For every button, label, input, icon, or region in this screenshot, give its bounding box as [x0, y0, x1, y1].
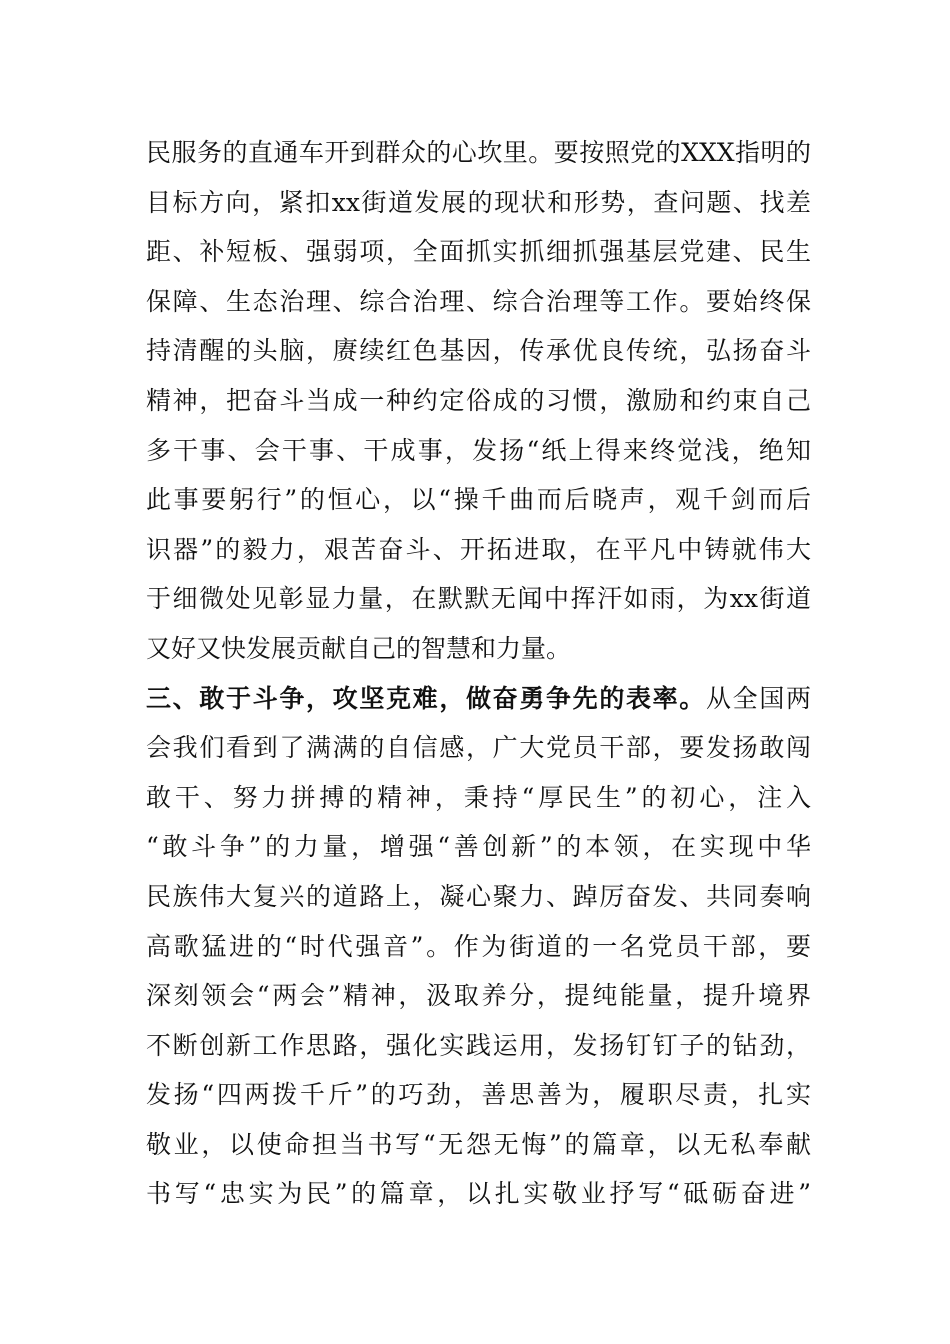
paragraph-line: “敢斗争”的力量，增强“善创新”的本领，在实现中华 [146, 832, 811, 862]
paragraph-line: 敬业，以使命担当书写“无怨无悔”的篇章，以无私奉献 [146, 1129, 811, 1159]
paragraph-line: 不断创新工作思路，强化实践运用，发扬钉钉子的钻劲， [146, 1030, 811, 1060]
paragraph-line: 精神，把奋斗当成一种约定俗成的习惯，激励和约束自己 [146, 385, 811, 415]
section-3-first-line-rest: 从全国两 [705, 683, 811, 713]
paragraph-line: 民服务的直通车开到群众的心坎里。要按照党的XXX指明的 [146, 138, 811, 167]
paragraph-line: 目标方向，紧扣xx街道发展的现状和形势，查问题、找差 [146, 187, 811, 217]
paragraph-line: 距、补短板、强弱项，全面抓实抓细抓强基层党建、民生 [146, 237, 811, 267]
paragraph-line: 高歌猛进的“时代强音”。作为街道的一名党员干部，要 [146, 931, 811, 961]
paragraph-line: 于细微处见彰显力量，在默默无闻中挥汗如雨，为xx街道 [146, 584, 811, 614]
paragraph-line: 识器”的毅力，艰苦奋斗、开拓进取，在平凡中铸就伟大 [146, 534, 811, 564]
section-3-first-line [146, 674, 811, 724]
paragraph-line: 此事要躬行”的恒心，以“操千曲而后晓声，观千剑而后 [146, 485, 811, 515]
paragraph-line: 深刻领会“两会”精神，汲取养分，提纯能量，提升境界 [146, 981, 811, 1011]
section-3-heading: 三、敢于斗争，攻坚克难，做奋勇争先的表率。 [146, 683, 706, 713]
paragraph-line: 多干事、会干事、干成事，发扬“纸上得来终觉浅，绝知 [146, 435, 811, 465]
paragraph-line: 持清醒的头脑，赓续红色基因，传承优良传统，弘扬奋斗 [146, 336, 811, 366]
document-body [146, 128, 811, 1219]
paragraph-line: 又好又快发展贡献自己的智慧和力量。 [146, 633, 572, 663]
paragraph-line: 敢干、努力拼搏的精神，秉持“厚民生”的初心，注入 [146, 782, 811, 812]
paragraph-line: 发扬“四两拨千斤”的巧劲，善思善为，履职尽责，扎实 [146, 1080, 811, 1110]
paragraph-line: 会我们看到了满满的自信感，广大党员干部，要发扬敢闯 [146, 733, 811, 763]
paragraph-line: 民族伟大复兴的道路上，凝心聚力、踔厉奋发、共同奏响 [146, 881, 811, 911]
paragraph-line: 保障、生态治理、综合治理、综合治理等工作。要始终保 [146, 286, 811, 316]
paragraph-line: 书写“忠实为民”的篇章，以扎实敬业抒写“砥砺奋进” [146, 1179, 811, 1209]
